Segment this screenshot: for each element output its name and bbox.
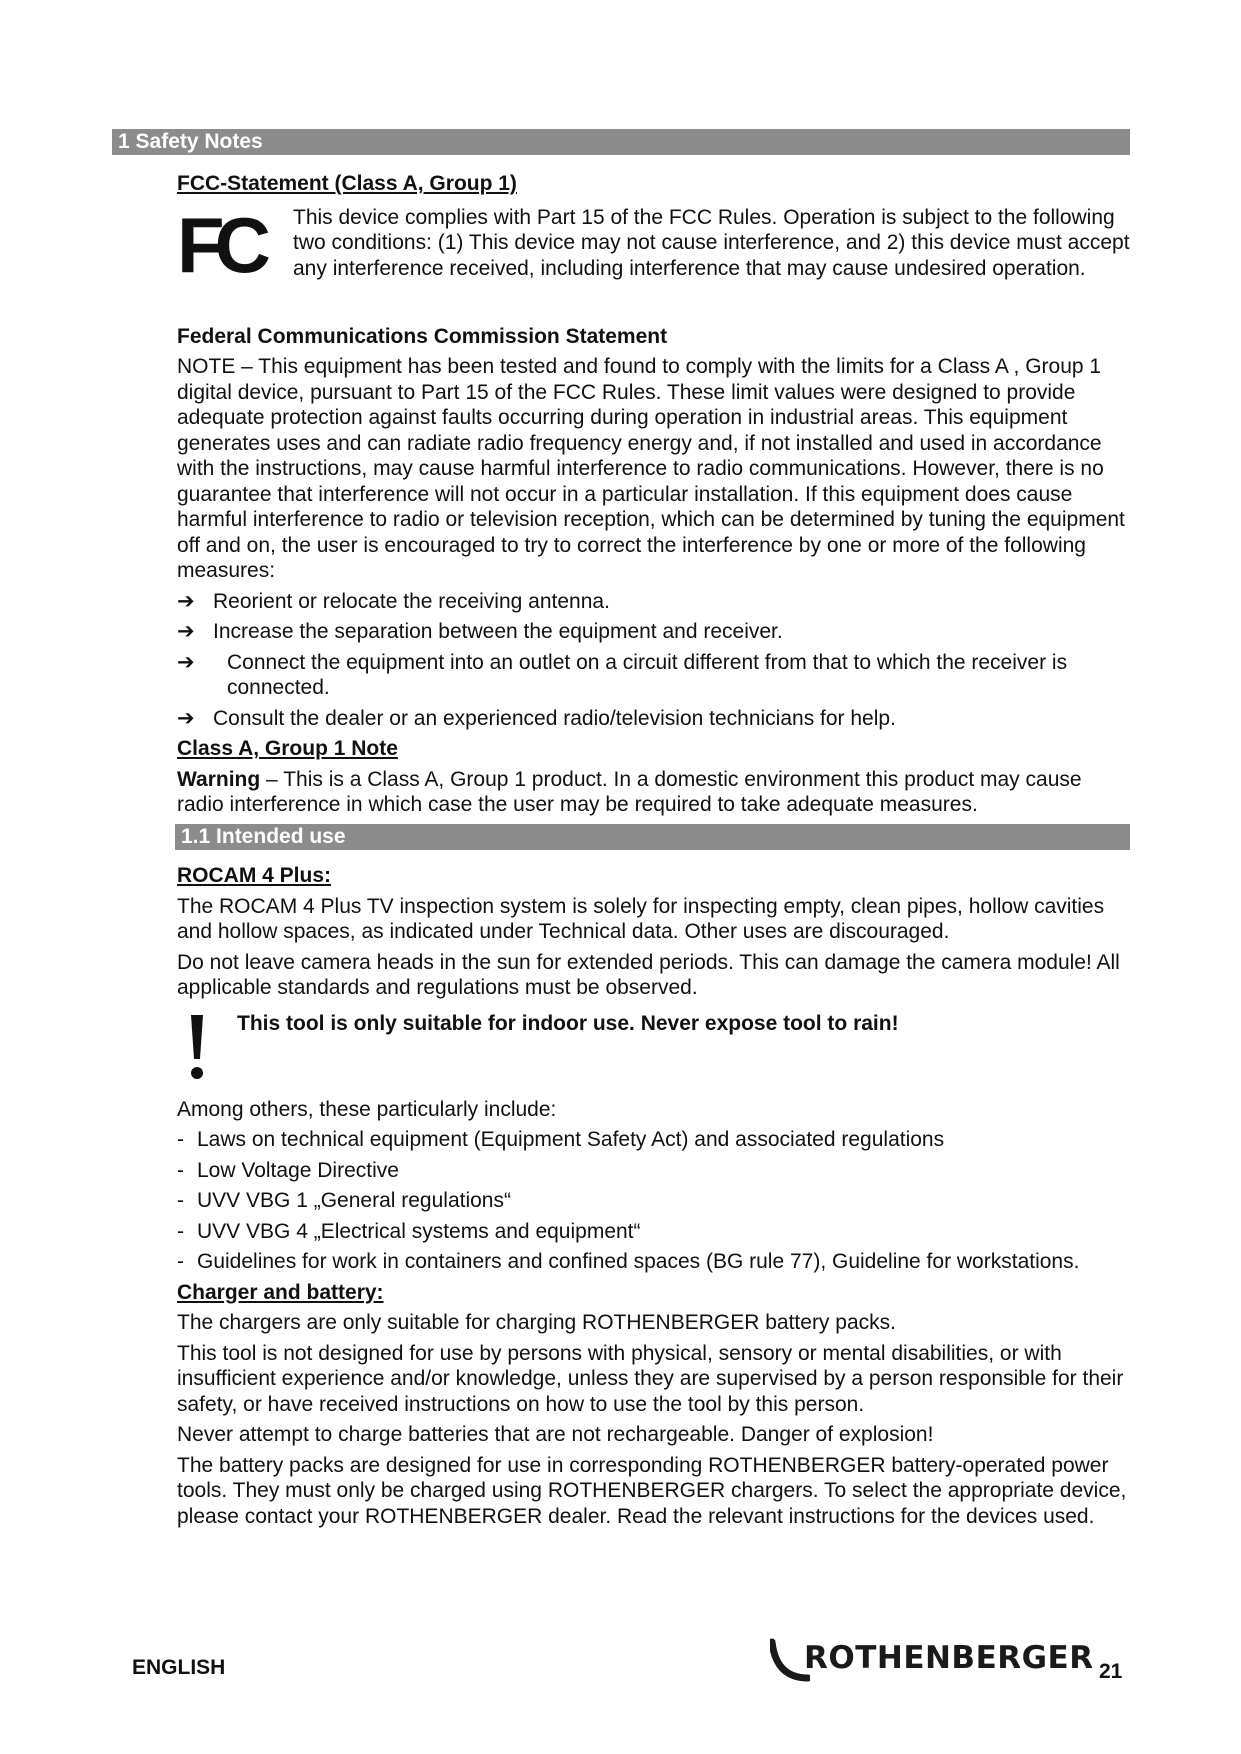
exclamation-icon xyxy=(187,1015,207,1081)
dash-bullet: - xyxy=(177,1189,184,1212)
regulation-text: Low Voltage Directive xyxy=(197,1158,399,1182)
footer-language: ENGLISH xyxy=(132,1656,226,1679)
list-item xyxy=(177,1127,1132,1153)
dash-bullet: - xyxy=(177,1250,184,1273)
arrow-icon: ➔ xyxy=(177,706,195,730)
measure-text: Consult the dealer or an experienced radio/television technicians for help. xyxy=(213,706,896,730)
charger-paragraph: The chargers are only suitable for charging ROTHENBERGER battery packs. xyxy=(177,1311,896,1334)
dash-bullet: - xyxy=(177,1128,184,1151)
rocam-paragraph: Do not leave camera heads in the sun for extended periods. This can damage the camera module! All applicable standards and regulations must be observed. xyxy=(177,950,1120,999)
fcc-text: This device complies with Part 15 of the FCC Rules. Operation is subject to the following two conditions: (1) This device may not cause interference, and 2) this device must accept any interference received, including interference that may cause undesired operation. xyxy=(293,205,1130,280)
list-item xyxy=(177,1249,1132,1275)
section-heading-intended-use: 1.1 Intended use xyxy=(175,824,1130,850)
arrow-icon: ➔ xyxy=(177,650,195,674)
brand-logo xyxy=(770,1638,1094,1684)
regulation-text: UVV VBG 4 „Electrical systems and equipment“ xyxy=(197,1219,641,1243)
warning-label: Warning xyxy=(177,767,261,791)
regulation-text: UVV VBG 1 „General regulations“ xyxy=(197,1189,511,1212)
charger-paragraph: The battery packs are designed for use in corresponding ROTHENBERGER battery-operated power tools. They must only be charged using ROTHENBERGER chargers. To select the appropriate device, please contact your ROTHENBERGER dealer. Read the relevant instructions for the devices used. xyxy=(177,1453,1127,1528)
include-intro: Among others, these particularly include: xyxy=(177,1097,557,1121)
warning-text: – This is a Class A, Group 1 product. In a domestic environment this product may cause radio interference in which case the user may be required to take adequate measures. xyxy=(177,767,1082,816)
list-item xyxy=(177,650,1132,701)
charger-heading: Charger and battery: xyxy=(177,1280,384,1304)
regulation-text: Guidelines for work in containers and confined spaces (BG rule 77), Guideline for workstations. xyxy=(197,1250,1080,1273)
fcc-statement-heading: Federal Communications Commission Statement xyxy=(177,324,668,348)
list-item xyxy=(177,1158,1132,1184)
fcc-logo-text: FC xyxy=(177,209,261,280)
measure-text: Reorient or relocate the receiving antenna. xyxy=(213,589,610,613)
brand-logo-text: ROTHENBERGER xyxy=(804,1640,1094,1676)
arrow-icon: ➔ xyxy=(177,589,195,613)
class-note-heading: Class A, Group 1 Note xyxy=(177,737,398,760)
list-item xyxy=(177,706,1132,732)
arrow-icon: ➔ xyxy=(177,620,195,643)
rocam-heading: ROCAM 4 Plus: xyxy=(177,864,332,887)
class-note-warning xyxy=(177,767,1132,818)
list-item xyxy=(177,1219,1132,1245)
measure-text: Connect the equipment into an outlet on a circuit different from that to which the receiver is connected. xyxy=(227,650,1068,699)
list-item xyxy=(177,1188,1132,1214)
charger-paragraph: Never attempt to charge batteries that are not rechargeable. Danger of explosion! xyxy=(177,1423,934,1446)
safety-notes-body xyxy=(177,171,1132,823)
regulation-text: Laws on technical equipment (Equipment Safety Act) and associated regulations xyxy=(197,1128,945,1151)
dash-bullet: - xyxy=(177,1219,184,1243)
fcc-heading: FCC-Statement (Class A, Group 1) xyxy=(177,172,517,195)
rocam-paragraph: The ROCAM 4 Plus TV inspection system is solely for inspecting empty, clean pipes, hollow cavities and hollow spaces, as indicated under Technical data. Other uses are discouraged. xyxy=(177,894,1105,943)
fcc-block xyxy=(177,202,1132,320)
measure-text: Increase the separation between the equipment and receiver. xyxy=(213,620,783,643)
page-number: 21 xyxy=(1099,1660,1123,1683)
intended-use-body xyxy=(177,863,1132,1534)
list-item xyxy=(177,589,1132,615)
indoor-warning-text: This tool is only suitable for indoor use. Never expose tool to rain! xyxy=(237,1011,899,1035)
list-item xyxy=(177,619,1132,645)
dash-bullet: - xyxy=(177,1158,184,1182)
indoor-warning xyxy=(177,1011,1132,1093)
fcc-note: NOTE – This equipment has been tested and found to comply with the limits for a Class A , Group 1 digital device, pursuant to Part 15 of the FCC Rules. These limit values were designed to provide adequate protection against faults occurring during operation in industrial areas. This equipment generates uses and can radiate radio frequency energy and, if not installed and used in accordance with the instructions, may cause harmful interference to radio communications. However, there is no guarantee that interference will not occur in a particular installation. If this equipment does cause harmful interference to radio or television reception, which can be determined by tuning the equipment off and on, the user is encouraged to try to correct the interference by one or more of the following measures: xyxy=(177,355,1125,582)
fcc-logo-icon xyxy=(177,210,281,280)
section-heading-safety-notes: 1 Safety Notes xyxy=(112,129,1130,155)
charger-paragraph: This tool is not designed for use by persons with physical, sensory or mental disabilities, or with insufficient experience and/or knowledge, unless they are supervised by a person responsible for their safety, or have received instructions on how to use the tool by this person. xyxy=(177,1341,1124,1416)
